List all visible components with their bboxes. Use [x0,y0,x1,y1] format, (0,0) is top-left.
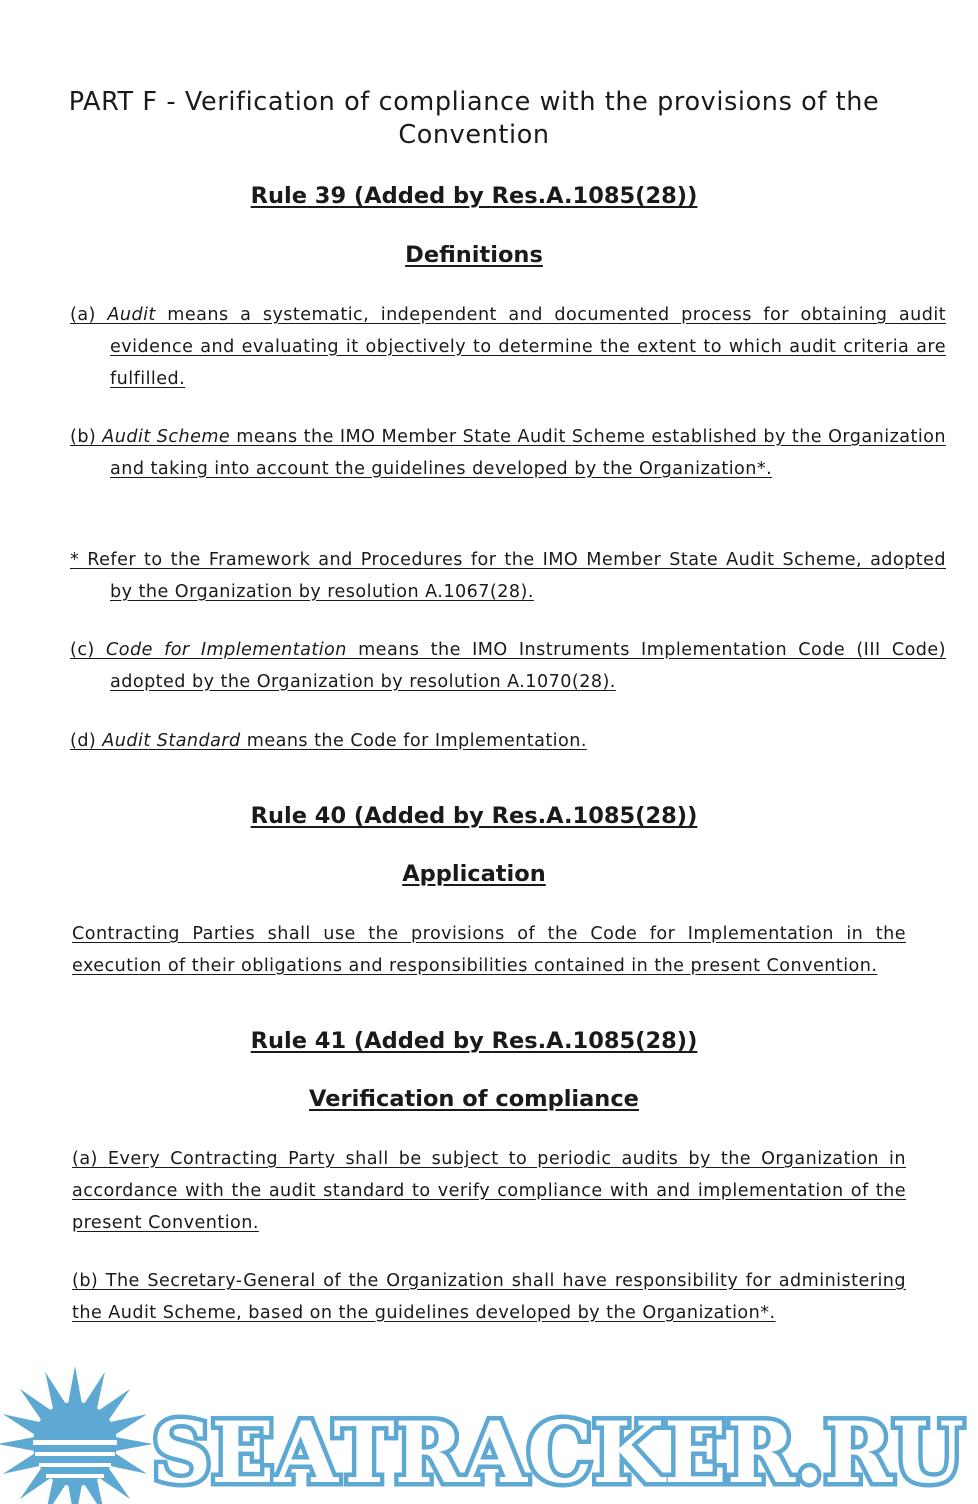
definition-c-term: Code for Implementation [106,640,347,660]
rule-40-heading [0,802,948,830]
footnote-resolution-link[interactable]: resolution A.1067(28) [327,581,528,602]
application-text: Contracting Parties shall use the provisions of the Code for Implementation in the execution of their obligations and responsibilities contained in the present Convention. [72,924,906,976]
rule-41-heading-close: ) [687,1028,698,1054]
verification-b: (b) The Secretary-General of the Organization shall have responsibility for administering the Audit Scheme, based on the guidelines developed by the Organization*. [72,1271,906,1323]
definition-a [70,300,946,395]
rule-39-heading-text: Rule 39 (Added by [250,183,492,209]
footnote-end: . [527,581,534,602]
definition-c-text: means the IMO Instruments Implementation Code (III Code) adopted by the Organization by [110,640,946,692]
definition-b [70,422,946,486]
verification-a: (a) Every Contracting Party shall be subject to periodic audits by the Organization in accordance with the audit standard to verify compliance with and implementation of the present Convention. [72,1149,906,1233]
rule-39-heading-close: ) [687,183,698,209]
definition-d-term: Audit Standard [102,731,241,751]
rule-39-res-link[interactable]: Res.A.1085(28) [491,183,688,209]
definition-d-label: (d) [70,731,103,751]
rule-41-res-link[interactable]: Res.A.1085(28) [491,1028,688,1054]
footnote [70,545,946,609]
rule-41-heading-text: Rule 41 (Added by [250,1028,492,1054]
rule-41-heading [0,1027,948,1055]
rule-39-heading [0,182,948,210]
sun-icon [0,1366,153,1504]
definition-b-term: Audit Scheme [102,427,231,447]
definition-d-text: means the Code for Implementation. [240,731,587,751]
seatracker-watermark [0,1358,978,1504]
definition-b-label: (b) [70,427,103,447]
definition-c-label: (c) [70,640,106,660]
rule-39-title: Definitions [405,242,543,268]
rule-40-heading-close: ) [687,803,698,829]
definition-a-label: (a) [70,305,108,325]
definition-c-end: . [609,671,616,692]
rule-40-res-link[interactable]: Res.A.1085(28) [491,803,688,829]
definition-c-resolution-link[interactable]: resolution A.1070(28) [409,671,610,692]
definition-c [70,635,946,699]
definition-a-text: means a systematic, independent and documented process for obtaining audit evidence and evaluating it objectively to determine the extent to which audit criteria are fulfilled. [110,305,947,389]
definition-b-text: means the IMO Member State Audit Scheme established by the Organization and taking into account the guidelines developed by the Organization*. [110,427,946,479]
part-title: PART F - Verification of compliance with the provisions of the Convention [68,87,880,150]
rule-40-heading-text: Rule 40 (Added by [250,803,492,829]
footnote-text: * Refer to the Framework and Procedures for the IMO Member State Audit Scheme, adopted by the Organization by [70,550,946,602]
rule-41-title: Verification of compliance [309,1086,639,1112]
watermark-text: SEATRACKER.RU [152,1403,964,1502]
rule-40-title: Application [402,861,546,887]
definition-a-term: Audit [107,305,156,325]
definition-d [70,726,906,758]
